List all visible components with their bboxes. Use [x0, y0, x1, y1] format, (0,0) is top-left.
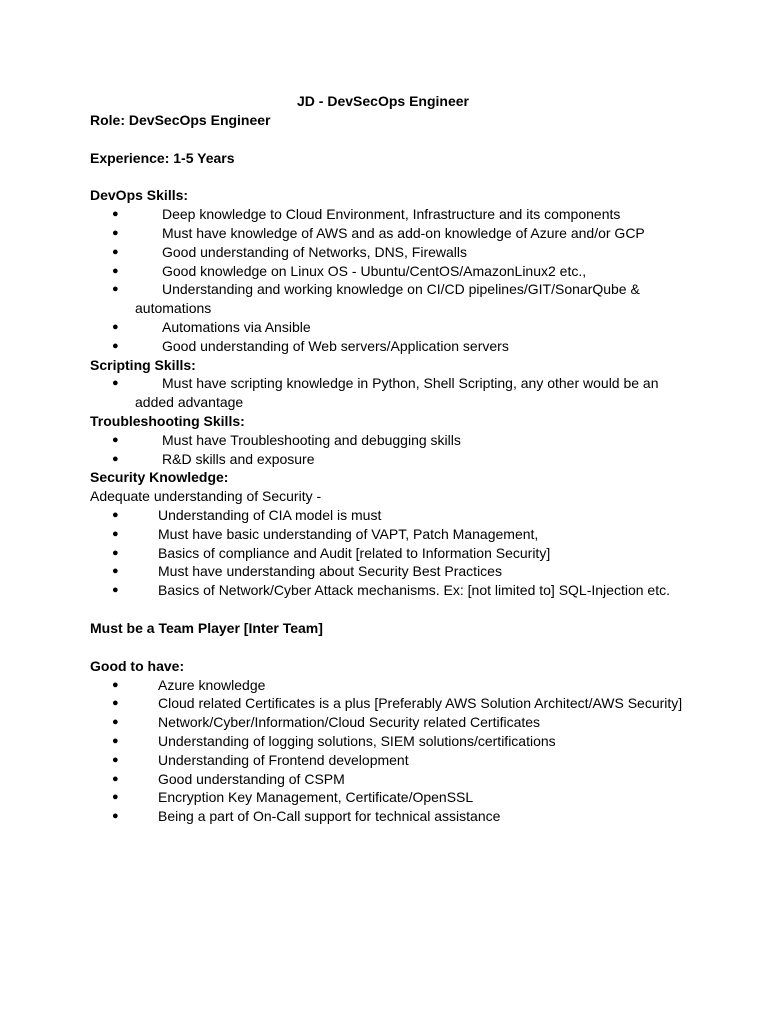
- list-item: ● Understanding of logging solutions, SIEM solutions/certifications: [112, 732, 556, 749]
- list-item: ● Cloud related Certificates is a plus [Preferably AWS Solution Architect/AWS Security]: [112, 695, 683, 712]
- bullet-icon: ●: [112, 772, 119, 785]
- bullet-icon: ●: [112, 584, 119, 597]
- list-item: ● Automations via Ansible: [112, 318, 311, 335]
- security-intro: Adequate understanding of Security -: [90, 488, 322, 505]
- experience-line: Experience: 1-5 Years: [90, 149, 235, 166]
- list-item: ● Must have basic understanding of VAPT, Patch Management,: [112, 525, 539, 542]
- list-item: ● Encryption Key Management, Certificate/OpenSSL: [112, 789, 474, 806]
- list-item: ● Understanding of Frontend development: [112, 751, 409, 768]
- bullet-icon: ●: [112, 734, 119, 747]
- bullet-icon: ●: [112, 508, 119, 521]
- document-title: JD - DevSecOps Engineer: [297, 93, 469, 109]
- bullet-icon: ●: [112, 697, 119, 710]
- list-item: ● Understanding and working knowledge on CI/CD pipelines/GIT/SonarQube & automations: [112, 281, 640, 317]
- bullet-icon: ●: [112, 433, 119, 446]
- good-to-have-heading: Good to have:: [90, 657, 185, 674]
- bullet-icon: ●: [112, 810, 119, 823]
- troubleshooting-skills-heading: Troubleshooting Skills:: [90, 412, 245, 429]
- bullet-icon: ●: [112, 320, 119, 333]
- list-item: ● Good understanding of CSPM: [112, 770, 345, 787]
- bullet-icon: ●: [112, 245, 119, 258]
- bullet-icon: ●: [112, 283, 119, 296]
- list-item: ● Must have knowledge of AWS and as add-on knowledge of Azure and/or GCP: [112, 224, 645, 241]
- job-description-page: [90, 92, 690, 826]
- bullet-icon: ●: [112, 678, 119, 691]
- scripting-skills-list: [90, 374, 690, 412]
- list-item: ● Must have scripting knowledge in Python, Shell Scripting, any other would be an added advantage: [112, 375, 659, 411]
- bullet-icon: ●: [112, 716, 119, 729]
- devops-skills-heading: DevOps Skills:: [90, 187, 189, 204]
- bullet-icon: ●: [112, 339, 119, 352]
- bullet-icon: ●: [112, 377, 119, 390]
- list-item: ● Deep knowledge to Cloud Environment, Infrastructure and its components: [112, 206, 621, 223]
- good-to-have-list: [90, 676, 690, 826]
- list-item: ● Good knowledge on Linux OS - Ubuntu/CentOS/AmazonLinux2 etc.,: [112, 262, 587, 279]
- list-item: ● Azure knowledge: [112, 676, 266, 693]
- list-item: ● Must have understanding about Security Best Practices: [112, 563, 502, 580]
- list-item: ● Basics of compliance and Audit [related to Information Security]: [112, 544, 551, 561]
- bullet-icon: ●: [112, 452, 119, 465]
- list-item: ● Good understanding of Web servers/Application servers: [112, 337, 509, 354]
- role-line: Role: DevSecOps Engineer: [90, 111, 271, 128]
- troubleshooting-skills-list: [90, 431, 690, 469]
- list-item: ● Understanding of CIA model is must: [112, 506, 382, 523]
- list-item: ● R&D skills and exposure: [112, 450, 315, 467]
- security-knowledge-heading: Security Knowledge:: [90, 469, 229, 486]
- bullet-icon: ●: [112, 791, 119, 804]
- list-item: ● Basics of Network/Cyber Attack mechanisms. Ex: [not limited to] SQL-Injection etc.: [112, 582, 670, 599]
- list-item: ● Must have Troubleshooting and debugging skills: [112, 431, 461, 448]
- devops-skills-list: [90, 205, 690, 355]
- bullet-icon: ●: [112, 546, 119, 559]
- list-item: ● Good understanding of Networks, DNS, Firewalls: [112, 243, 468, 260]
- team-player-line: Must be a Team Player [Inter Team]: [90, 619, 323, 636]
- security-knowledge-list: [90, 506, 690, 600]
- list-item: ● Being a part of On-Call support for technical assistance: [112, 808, 501, 825]
- bullet-icon: ●: [112, 565, 119, 578]
- bullet-icon: ●: [112, 226, 119, 239]
- bullet-icon: ●: [112, 208, 119, 221]
- bullet-icon: ●: [112, 753, 119, 766]
- bullet-icon: ●: [112, 264, 119, 277]
- bullet-icon: ●: [112, 527, 119, 540]
- list-item: ● Network/Cyber/Information/Cloud Security related Certificates: [112, 714, 541, 731]
- scripting-skills-heading: Scripting Skills:: [90, 356, 196, 373]
